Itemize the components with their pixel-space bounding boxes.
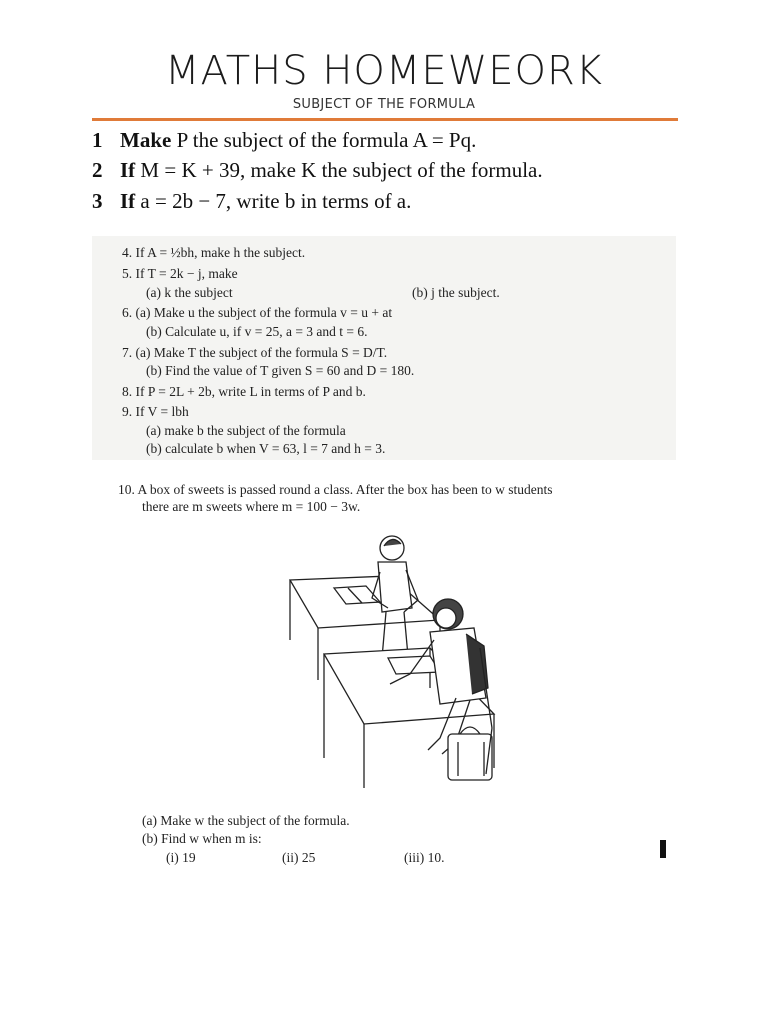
question-lead: If xyxy=(120,189,136,213)
question-10-line-2: there are m sweets where m = 100 − 3w. xyxy=(142,499,361,514)
page-subtitle: SUBJECT OF THE FORMULA xyxy=(292,97,476,112)
question-6a: 6. (a) Make u the subject of the formula v = u + at xyxy=(122,305,393,320)
question-10a: (a) Make w the subject of the formula. xyxy=(142,813,350,828)
question-text: a = 2b − 7, write b in terms of a. xyxy=(135,189,412,213)
question-5: 5. If T = 2k − j, make xyxy=(122,266,238,281)
question-10-iii: (iii) 10. xyxy=(404,850,445,865)
students-at-desks-illustration xyxy=(280,528,520,798)
question-6b: (b) Calculate u, if v = 25, a = 3 and t = 6. xyxy=(146,324,368,339)
question-1 xyxy=(92,128,476,153)
question-9: 9. If V = lbh xyxy=(122,404,189,419)
question-lead: If xyxy=(120,158,136,182)
question-number: 1 xyxy=(92,128,103,152)
question-number: 3 xyxy=(92,189,103,213)
page-title: MATHS HOMEWEORK xyxy=(164,48,604,94)
question-7b: (b) Find the value of T given S = 60 and D = 180. xyxy=(146,363,415,378)
question-text: P the subject of the formula A = Pq. xyxy=(171,128,477,152)
question-8: 8. If P = 2L + 2b, write L in terms of P and b. xyxy=(122,384,366,399)
question-2 xyxy=(92,158,543,183)
question-10-ii: (ii) 25 xyxy=(282,850,316,865)
question-text: M = K + 39, make K the subject of the formula. xyxy=(135,158,543,182)
question-10b: (b) Find w when m is: xyxy=(142,831,262,846)
question-4: 4. If A = ½bh, make h the subject. xyxy=(122,245,306,260)
question-number: 2 xyxy=(92,158,103,182)
question-9b: (b) calculate b when V = 63, l = 7 and h = 3. xyxy=(146,441,386,456)
question-9a: (a) make b the subject of the formula xyxy=(146,423,346,438)
question-3 xyxy=(92,189,411,214)
question-10-line-1: 10. A box of sweets is passed round a class. After the box has been to w students xyxy=(118,482,553,497)
question-10-i: (i) 19 xyxy=(166,850,196,865)
question-7a: 7. (a) Make T the subject of the formula S = D/T. xyxy=(122,345,388,360)
question-lead: Make xyxy=(120,128,172,152)
question-5a: (a) k the subject xyxy=(146,285,233,300)
title-divider xyxy=(92,118,678,121)
scan-mark xyxy=(660,840,666,858)
question-5b: (b) j the subject. xyxy=(412,285,500,300)
